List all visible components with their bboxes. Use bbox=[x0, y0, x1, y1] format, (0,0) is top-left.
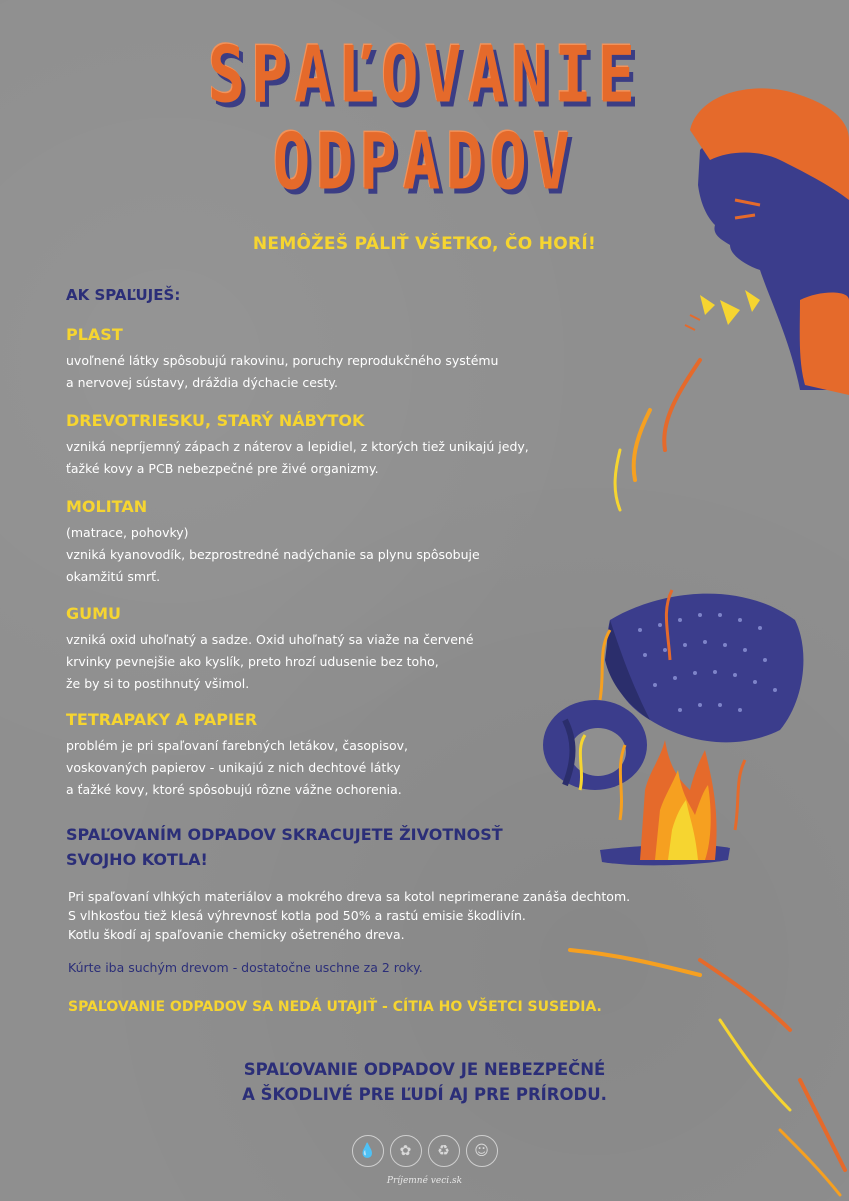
closing-statement bbox=[0, 1057, 849, 1107]
section-plast bbox=[66, 325, 656, 394]
section-gumu bbox=[66, 604, 656, 695]
section-drevotrieska bbox=[66, 411, 656, 480]
boiler-warning bbox=[66, 822, 503, 872]
boiler-warning-line-1: SPAĽOVANÍM ODPADOV SKRACUJETE ŽIVOTNOSŤ bbox=[66, 825, 503, 844]
section-molitan bbox=[66, 497, 656, 588]
paragraph-line: S vlhkosťou tiež klesá výhrevnosť kotla pod 50% a rastú emisie škodlivín. bbox=[68, 908, 526, 923]
section-heading: DREVOTRIESKU, STARÝ NÁBYTOK bbox=[66, 411, 365, 430]
section-text-line: voskovaných papierov - unikajú z nich dechtové látky bbox=[66, 760, 401, 775]
section-text-line: problém je pri spaľovaní farebných letákov, časopisov, bbox=[66, 738, 408, 753]
section-heading: GUMU bbox=[66, 604, 122, 623]
boiler-warning-line-2: SVOJHO KOTLA! bbox=[66, 850, 208, 869]
title-line-2: ODPADOV bbox=[272, 115, 577, 208]
plant-icon: ✿ bbox=[390, 1135, 422, 1167]
section-text-line: vzniká nepríjemný zápach z náterov a lepidiel, z ktorých tiež unikajú jedy, bbox=[66, 439, 529, 454]
section-text-line: okamžitú smrť. bbox=[66, 569, 161, 584]
closing-line-2: A ŠKODLIVÉ PRE ĽUDÍ AJ PRE PRÍRODU. bbox=[242, 1085, 607, 1104]
subtitle: NEMÔŽEŠ PÁLIŤ VŠETKO, ČO HORÍ! bbox=[252, 234, 597, 254]
drop-icon: 💧 bbox=[352, 1135, 384, 1167]
neighbors-warning: SPAĽOVANIE ODPADOV SA NEDÁ UTAJIŤ - CÍTIA HO VŠETCI SUSEDIA. bbox=[68, 999, 602, 1015]
section-text-line: vzniká oxid uhoľnatý a sadze. Oxid uhoľnatý sa viaže na červené bbox=[66, 632, 474, 647]
closing-line-1: SPAĽOVANIE ODPADOV JE NEBEZPEČNÉ bbox=[243, 1060, 606, 1079]
section-text-line: vzniká kyanovodík, bezprostredné nadýchanie sa plynu spôsobuje bbox=[66, 547, 480, 562]
section-heading: TETRAPAKY A PAPIER bbox=[66, 710, 258, 729]
section-text-line: a nervovej sústavy, dráždia dýchacie cesty. bbox=[66, 375, 338, 390]
section-text-line: ťažké kovy a PCB nebezpečné pre živé organizmy. bbox=[66, 461, 379, 476]
title-line-1: SPAĽOVANIE bbox=[207, 28, 642, 121]
section-text-line: uvoľnené látky spôsobujú rakovinu, poruchy reprodukčného systému bbox=[66, 353, 499, 368]
recycle-icon: ♻ bbox=[428, 1135, 460, 1167]
dry-wood-tip: Kúrte iba suchým drevom - dostatočne uschne za 2 roky. bbox=[68, 960, 423, 975]
section-tetrapaky bbox=[66, 710, 656, 801]
paragraph-line: Kotlu škodí aj spaľovanie chemicky ošetreného dreva. bbox=[68, 927, 405, 942]
boiler-paragraph bbox=[68, 887, 788, 944]
section-heading: MOLITAN bbox=[66, 497, 148, 516]
section-text-line: že by si to postihnutý všimol. bbox=[66, 676, 250, 691]
face-icon: ☺ bbox=[466, 1135, 498, 1167]
logo-row bbox=[0, 1135, 849, 1167]
intro-heading: AK SPAĽUJEŠ: bbox=[66, 286, 181, 304]
section-text-line: a ťažké kovy, ktoré spôsobujú rôzne vážne ochorenia. bbox=[66, 782, 402, 797]
brand-name: Príjemné veci.sk bbox=[386, 1176, 463, 1186]
section-text-line: krvinky pevnejšie ako kyslík, preto hrozí udusenie bez toho, bbox=[66, 654, 439, 669]
paragraph-line: Pri spaľovaní vlhkých materiálov a mokrého dreva sa kotol neprimerane zanáša dechtom. bbox=[68, 889, 631, 904]
section-text-line: (matrace, pohovky) bbox=[66, 525, 189, 540]
section-heading: PLAST bbox=[66, 325, 123, 344]
